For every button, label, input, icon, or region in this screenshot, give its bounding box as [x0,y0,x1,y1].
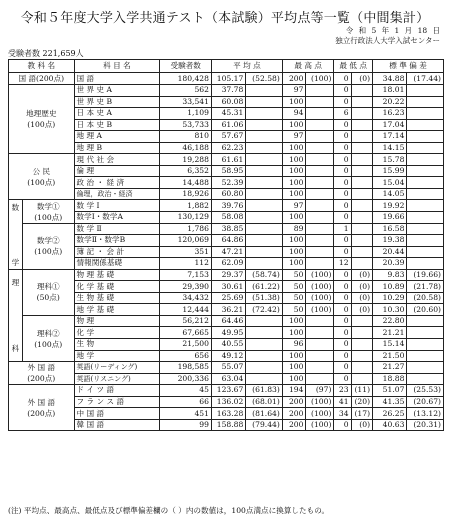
header-examinees: 受験者数 [160,60,212,73]
group-kokugo: 国 語(200点) [9,73,75,85]
total-examinees: 受験者数 221,659人 [8,49,84,58]
group-sugaku1: 数学① (100点) [22,200,74,223]
header-category: 教 科 名 [9,60,75,73]
header-sd: 標 準 偏 差 [373,60,444,73]
table-row: 外 国 語 (200点) 英語(リーディング) 198,585 55.07 100 0 21.27 [9,362,444,374]
footnote: (注) 平均点、最高点、最低点及び標準偏差欄の（ ）内の数値は，100点満点に換算したもの。 [8,506,330,515]
table-row: 数学Ⅰ・数学A 130,129 58.08 100 0 19.66 [9,212,444,224]
page-title: 令和５年度大学入学共通テスト（本試験）平均点等一覧（中間集計） [20,11,430,26]
table-row: 倫理，政治・経済 18,926 60.80 100 0 14.05 [9,188,444,200]
table-row: 地理歴史 (100点) 世 界 史 A 562 37.78 97 0 18.01 [9,85,444,97]
group-rika: 理 科 [9,269,23,361]
table-row: フ ラ ン ス 語 66 136.02 (68.01) 200 (100) 41 (20) 41.35 (20.67) [9,396,444,408]
table-row: 簿 記 ・ 会 計 351 47.21 100 0 20.44 [9,246,444,258]
table-row: 日 本 史 B 53,733 61.06 100 0 17.04 [9,119,444,131]
group-gaikokugo-other: 外 国 語 (200点) [9,385,75,431]
score-table [8,59,444,431]
table-row: 数学Ⅱ・数学B 120,069 64.86 100 0 19.38 [9,235,444,247]
table-row: 韓 国 語 99 158.88 (79.44) 200 (100) 0 (0) 40.63 (20.31) [9,419,444,431]
table-row: 生 物 基 礎 34,432 25.69 (51.38) 50 (100) 0 (0) 10.29 (20.58) [9,292,444,304]
table-row: 生 物 21,500 40.55 96 0 15.14 [9,339,444,351]
table-row: 倫 理 6,352 58.95 100 0 15.99 [9,165,444,177]
table-row: 地 学 基 礎 12,444 36.21 (72.42) 50 (100) 0 (0) 10.30 (20.60) [9,304,444,316]
header-subject: 科 目 名 [74,60,160,73]
table-row: 外 国 語 (200点) ド イ ツ 語 45 123.67 (61.83) 194 (97) 23 (11) 51.07 (25.53) [9,385,444,397]
table-row: 中 国 語 451 163.28 (81.64) 200 (100) 34 (17) 26.25 (13.12) [9,408,444,420]
header-average: 平 均 点 [211,60,282,73]
header-max: 最 高 点 [282,60,334,73]
table-row: 化 学 67,665 49.95 100 0 21.21 [9,327,444,339]
table-row: 公 民 (100点) 現 代 社 会 19,288 61.61 100 0 15.78 [9,154,444,166]
table-row: 理科② (100点) 物 理 56,212 64.46 100 0 22.80 [9,315,444,327]
table-row: 数学② (100点) 数 学 Ⅱ 1,786 38.85 89 1 16.58 [9,223,444,235]
group-rika2: 理科② (100点) [22,315,74,361]
table-row: 日 本 史 A 1,109 45.31 94 6 16.23 [9,108,444,120]
table-row: 情報関係基礎 112 62.09 100 12 20.39 [9,258,444,270]
group-chireki: 地理歴史 (100点) [9,85,75,154]
group-sugaku2: 数学② (100点) [22,223,74,269]
table-row: 英語(リスニング) 200,336 63.04 100 0 18.88 [9,373,444,385]
issue-date: 令 和 5 年 1 月 18 日 [345,26,440,35]
group-rika1: 理科① (50点) [22,269,74,315]
table-row: 国 語(200点) 国 語 180,428 105.17 (52.58) 200 (100) 0 (0) 34.88 (17.44) [9,73,444,85]
group-gaikokugo-eigo: 外 国 語 (200点) [9,362,75,385]
table-row: 理 科 理科① (50点) 物 理 基 礎 7,153 29.37 (58.74) 50 (100) 0 (0) 9.83 (19.66) [9,269,444,281]
table-row: 数 学 数学① (100点) 数 学 Ⅰ 1,882 39.76 97 0 19.92 [9,200,444,212]
table-row: 政 治 ・ 経 済 14,488 52.39 100 0 15.04 [9,177,444,189]
header-min: 最 低 点 [334,60,373,73]
table-row: 世 界 史 B 33,541 60.08 100 0 20.22 [9,96,444,108]
group-komin: 公 民 (100点) [9,154,75,200]
organization: 独立行政法人大学入試センター [335,36,440,45]
table-row: 化 学 基 礎 29,390 30.61 (61.22) 50 (100) 0 (0) 10.89 (21.78) [9,281,444,293]
group-sugaku: 数 学 [9,200,23,269]
table-header [9,60,444,73]
table-row: 地 学 656 49.12 100 0 21.50 [9,350,444,362]
table-row: 地 理 A 810 57.67 97 0 17.14 [9,131,444,143]
table-row: 地 理 B 46,188 62.23 100 0 14.15 [9,142,444,154]
